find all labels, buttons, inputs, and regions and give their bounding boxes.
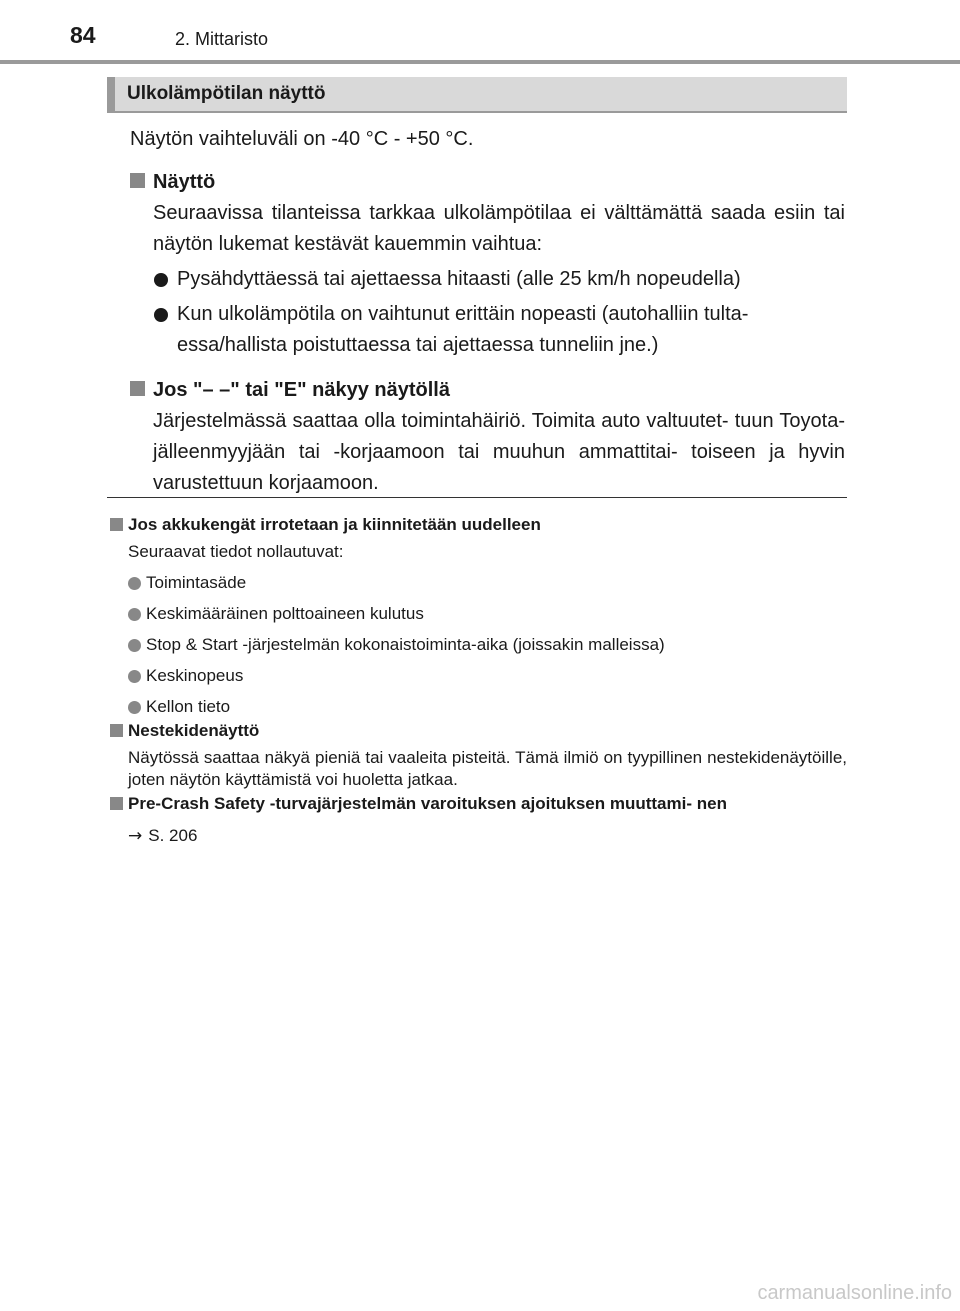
battery-heading-text: Jos akkukengät irrotetaan ja kiinnitetään uudelleen bbox=[128, 515, 541, 534]
round-bullet-icon bbox=[128, 639, 141, 652]
battery-intro: Seuraavat tiedot nollautuvat: bbox=[128, 542, 344, 561]
error-heading bbox=[130, 375, 845, 406]
precrash-heading-text: Pre-Crash Safety -turvajärjestelmän varoituksen ajoituksen muuttami- nen bbox=[128, 794, 727, 813]
section-content bbox=[130, 124, 845, 499]
battery-item bbox=[110, 634, 847, 656]
battery-item bbox=[110, 696, 847, 718]
notes-divider bbox=[107, 497, 847, 498]
page-header bbox=[0, 0, 960, 64]
square-bullet-icon bbox=[110, 797, 123, 810]
battery-item bbox=[110, 603, 847, 625]
square-bullet-icon bbox=[110, 724, 123, 737]
display-text: Seuraavissa tilanteissa tarkkaa ulkolämpötilaa ei välttämättä saada esiin tai näytön lukemat kestävät kauemmin vaihtua: bbox=[153, 202, 845, 255]
lcd-heading bbox=[110, 720, 847, 742]
square-bullet-icon bbox=[130, 173, 145, 188]
square-bullet-icon bbox=[110, 518, 123, 531]
watermark: carmanualsonline.info bbox=[757, 1282, 952, 1304]
battery-item bbox=[110, 665, 847, 687]
display-bullet-item bbox=[130, 264, 845, 295]
display-bullet-item bbox=[130, 299, 845, 361]
battery-item-text: Toimintasäde bbox=[146, 573, 247, 592]
range-text: Näytön vaihteluväli on -40 °C - +50 °C. bbox=[130, 128, 474, 150]
battery-heading bbox=[110, 514, 847, 536]
round-bullet-icon bbox=[154, 308, 168, 322]
round-bullet-icon bbox=[128, 701, 141, 714]
display-bullet-text: Pysähdyttäessä tai ajettaessa hitaasti (alle 25 km/h nopeudella) bbox=[177, 268, 741, 290]
battery-item-text: Keskimääräinen polttoaineen kulutus bbox=[146, 604, 424, 623]
square-bullet-icon bbox=[130, 381, 145, 396]
battery-item bbox=[110, 572, 847, 594]
round-bullet-icon bbox=[128, 608, 141, 621]
notes-block bbox=[110, 512, 847, 847]
arrow-right-icon: → bbox=[128, 826, 143, 846]
battery-item-text: Stop & Start -järjestelmän kokonaistoiminta-aika (joissakin malleissa) bbox=[146, 635, 665, 654]
precrash-page-reference[interactable] bbox=[110, 825, 847, 847]
display-heading bbox=[130, 167, 845, 198]
round-bullet-icon bbox=[128, 577, 141, 590]
battery-item-text: Kellon tieto bbox=[146, 697, 231, 716]
precrash-ref-text: S. 206 bbox=[148, 826, 198, 845]
battery-item-text: Keskinopeus bbox=[146, 666, 244, 685]
section-title-box bbox=[107, 77, 847, 113]
section-title: Ulkolämpötilan näyttö bbox=[127, 83, 326, 104]
header-rule bbox=[0, 60, 960, 64]
error-text: Järjestelmässä saattaa olla toimintahäiriö. Toimita auto valtuutet- tuun Toyota-jälleenmyyjään tai -korjaamoon tai muuhun ammattitai- toiseen ja hyvin varustettuun korjaamoon. bbox=[153, 410, 845, 494]
round-bullet-icon bbox=[128, 670, 141, 683]
chapter-title: 2. Mittaristo bbox=[175, 29, 269, 49]
round-bullet-icon bbox=[154, 273, 168, 287]
lcd-text: Näytössä saattaa näkyä pieniä tai vaaleita pisteitä. Tämä ilmiö on tyypillinen nestekidenäytöille, joten näytön käyttämistä voi huoletta jatkaa. bbox=[128, 748, 847, 789]
section-title-marker bbox=[107, 77, 115, 111]
precrash-heading bbox=[110, 793, 847, 815]
lcd-heading-text: Nestekidenäyttö bbox=[128, 721, 260, 740]
page-number: 84 bbox=[70, 22, 96, 48]
display-heading-text: Näyttö bbox=[153, 171, 216, 193]
error-heading-text: Jos "– –" tai "E" näkyy näytöllä bbox=[153, 379, 450, 401]
display-bullet-text: Kun ulkolämpötila on vaihtunut erittäin nopeasti (autohalliin tulta- essa/hallista poistuttaessa tai ajettaessa tunneliin jne.) bbox=[177, 303, 749, 356]
